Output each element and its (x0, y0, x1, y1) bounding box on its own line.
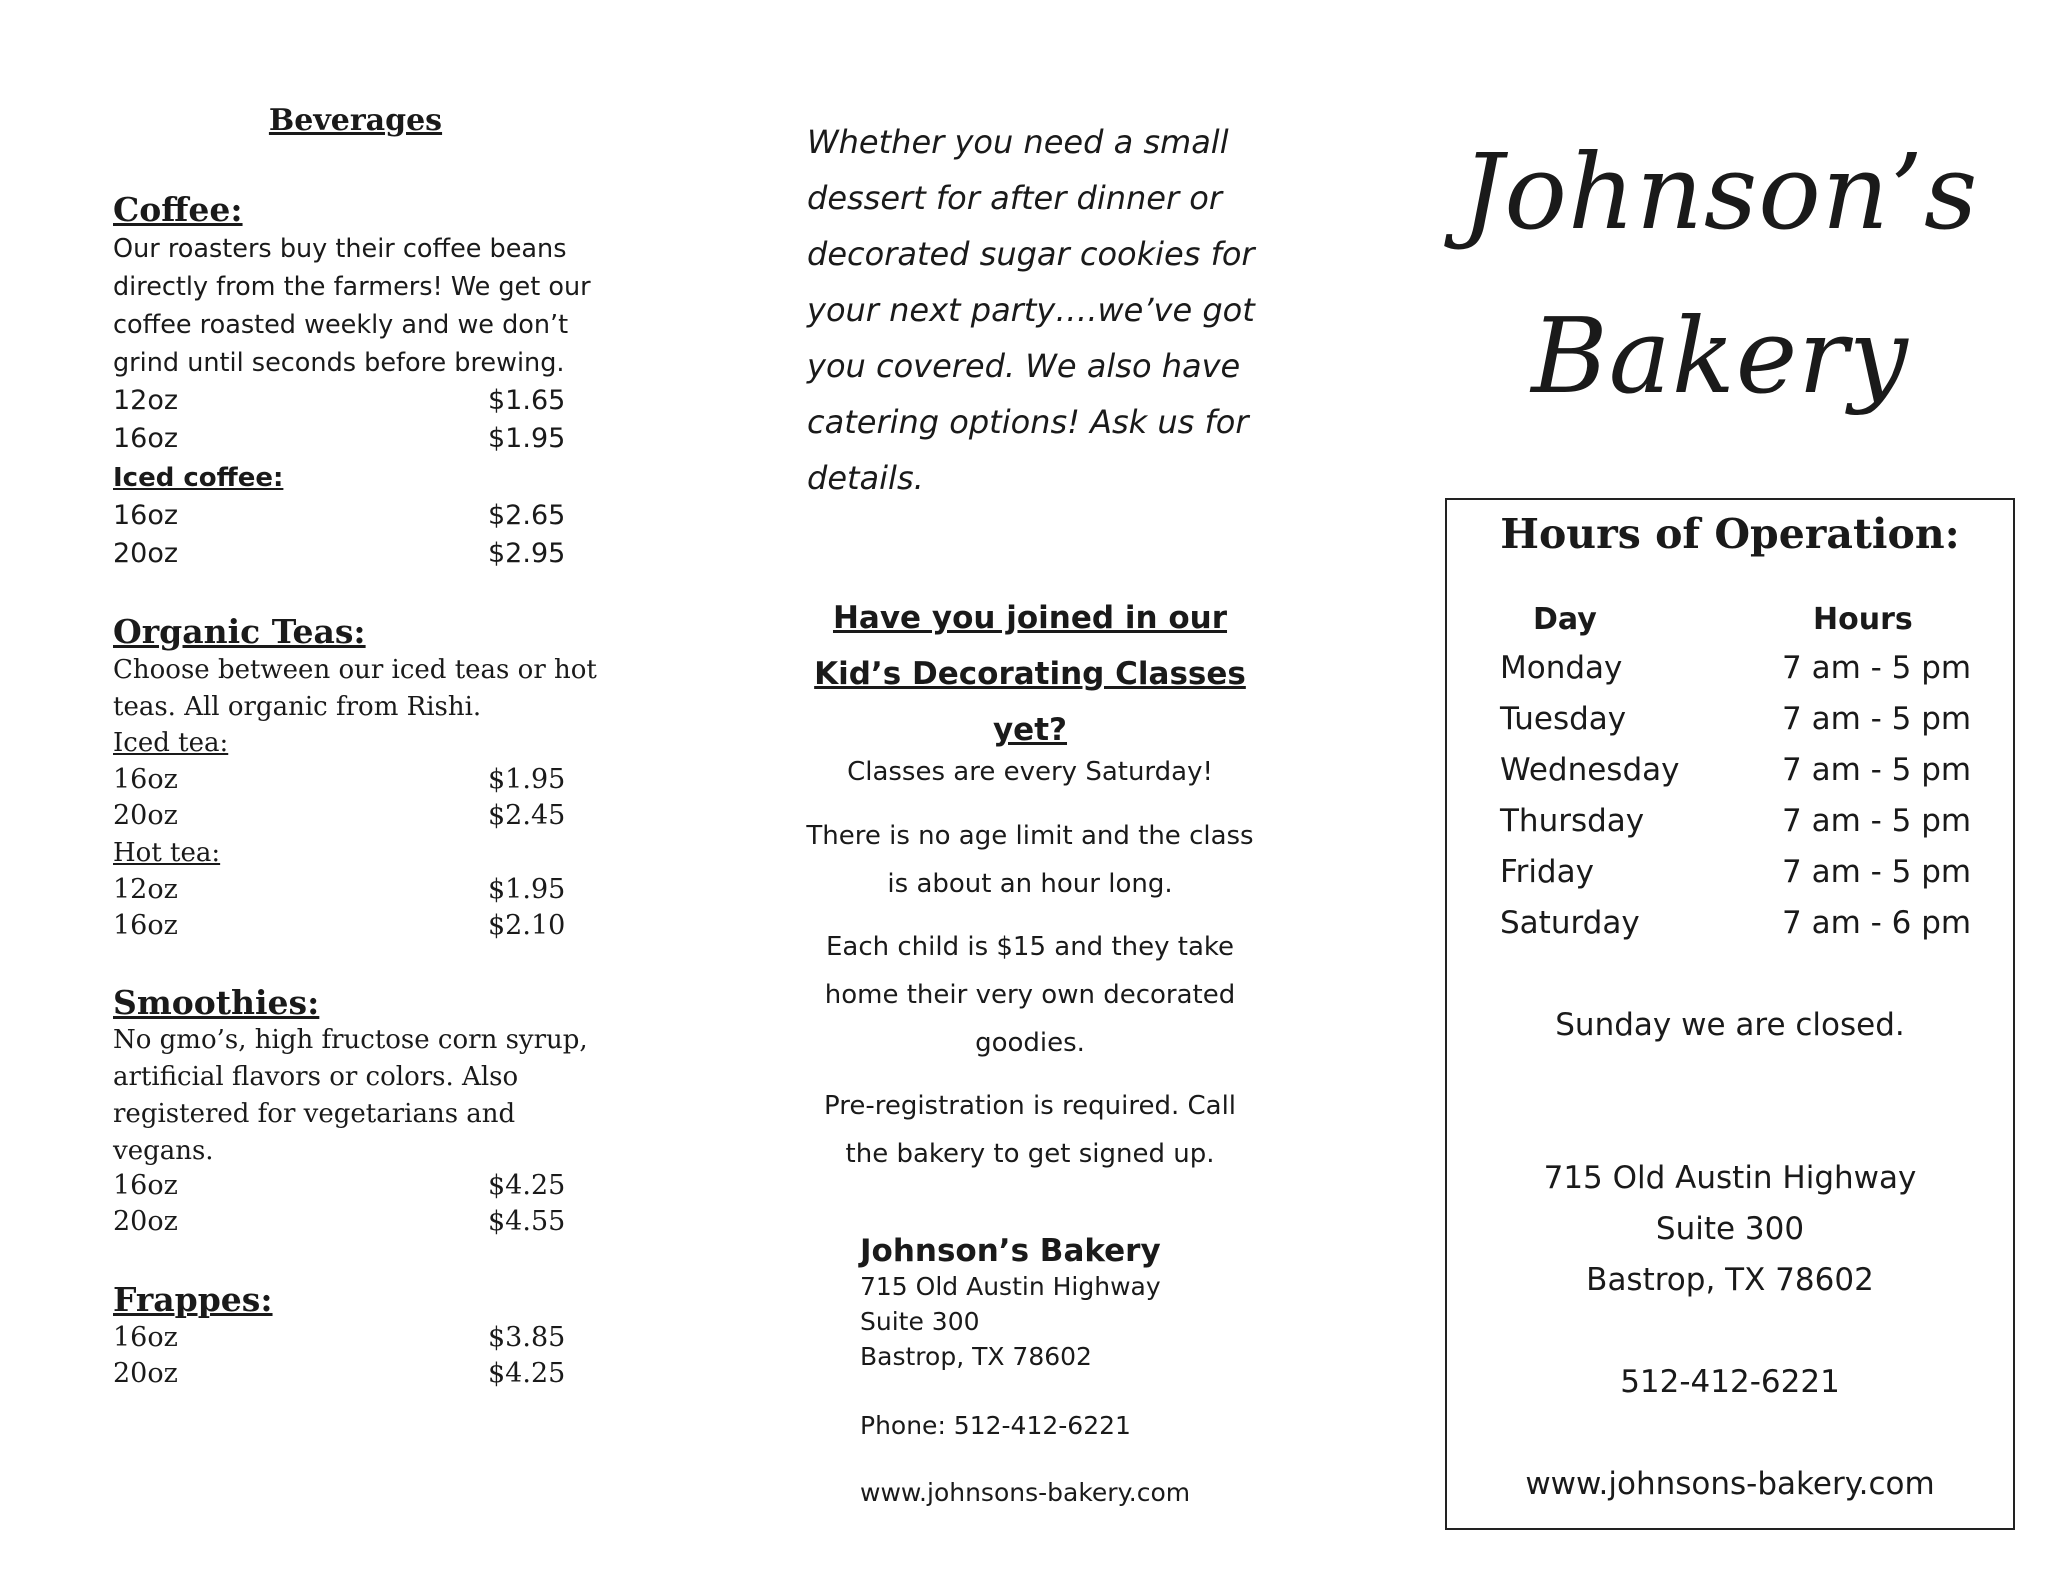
hours-row (1500, 905, 1980, 955)
price-label: $1.95 (488, 874, 566, 905)
hot-tea-label: Hot tea: (113, 838, 221, 868)
price-row (113, 910, 573, 948)
size-label: 16oz (113, 764, 178, 795)
iced-coffee-label: Iced coffee: (113, 463, 284, 493)
website-link[interactable]: www.johnsons-bakery.com (860, 1478, 1191, 1507)
address-line: 715 Old Austin Highway (1543, 1160, 1917, 1196)
logo-line: Bakery (1531, 295, 1909, 417)
address-city: Bastrop, TX 78602 (1586, 1262, 1874, 1298)
price-row (113, 1322, 573, 1360)
bakery-logo (1410, 110, 2030, 438)
time-label: 7 am - 5 pm (1782, 752, 1972, 788)
intro-paragraph: Whether you need a small dessert for after dinner or decorated sugar cookies for your next party….we’ve got you covered. We also have catering options! Ask us for details. (807, 123, 1255, 497)
size-label: 20oz (113, 1206, 178, 1237)
phone-number: 512-412-6221 (1620, 1364, 1840, 1400)
hours-row (1500, 803, 1980, 853)
price-row (113, 874, 573, 912)
coffee-title: Coffee: (113, 190, 243, 229)
hours-row (1500, 701, 1980, 751)
price-label: $4.25 (488, 1358, 566, 1389)
size-label: 20oz (113, 538, 179, 569)
time-label: 7 am - 5 pm (1782, 701, 1972, 737)
size-label: 16oz (113, 1170, 178, 1201)
price-row (113, 423, 573, 461)
price-label: $2.95 (488, 538, 566, 569)
kids-paragraph: Pre-registration is required. Call the bakery to get signed up. (823, 1091, 1237, 1169)
website-link[interactable]: www.johnsons-bakery.com (1525, 1466, 1935, 1502)
hours-row (1500, 650, 1980, 700)
price-row (113, 1170, 573, 1208)
day-column-header: Day (1533, 602, 1597, 637)
price-label: $2.10 (488, 910, 566, 941)
size-label: 12oz (113, 874, 178, 905)
day-label: Saturday (1500, 905, 1640, 941)
day-label: Thursday (1500, 803, 1645, 839)
phone-number: Phone: 512-412-6221 (860, 1411, 1131, 1440)
price-label: $2.45 (488, 800, 566, 831)
price-row (113, 800, 573, 838)
coffee-description: Our roasters buy their coffee beans directly from the farmers! We get our coffee roasted weekly and we don’t grind until seconds before brewing. (113, 234, 591, 378)
bakery-name: Johnson’s Bakery (860, 1233, 1161, 1269)
size-label: 20oz (113, 800, 178, 831)
size-label: 16oz (113, 423, 179, 454)
frappes-title: Frappes: (113, 1280, 273, 1319)
day-label: Monday (1500, 650, 1623, 686)
day-label: Friday (1500, 854, 1594, 890)
size-label: 20oz (113, 1358, 178, 1389)
hours-title: Hours of Operation: (1500, 510, 1960, 558)
price-row (113, 538, 573, 576)
size-label: 16oz (113, 910, 178, 941)
price-label: $4.55 (488, 1206, 566, 1237)
price-label: $1.95 (488, 423, 566, 454)
kids-classes-title: Have you joined in our Kid’s Decorating Classes yet? (814, 600, 1246, 748)
day-label: Wednesday (1500, 752, 1680, 788)
kids-paragraph: Classes are every Saturday! (847, 757, 1213, 787)
price-label: $2.65 (488, 500, 566, 531)
price-label: $4.25 (488, 1170, 566, 1201)
address-line: 715 Old Austin Highway (860, 1272, 1161, 1301)
hours-column-header: Hours (1813, 602, 1913, 637)
price-row (113, 1358, 573, 1396)
closed-note: Sunday we are closed. (1555, 1007, 1905, 1043)
price-row (113, 500, 573, 538)
time-label: 7 am - 5 pm (1782, 854, 1972, 890)
size-label: 12oz (113, 385, 179, 416)
kids-paragraph: There is no age limit and the class is about an hour long. (806, 821, 1254, 899)
iced-tea-label: Iced tea: (113, 728, 229, 758)
time-label: 7 am - 5 pm (1782, 803, 1972, 839)
address-city: Bastrop, TX 78602 (860, 1342, 1092, 1371)
size-label: 16oz (113, 1322, 178, 1353)
day-label: Tuesday (1500, 701, 1627, 737)
address-line: Suite 300 (860, 1307, 980, 1336)
smoothies-title: Smoothies: (113, 983, 320, 1022)
address-line: Suite 300 (1655, 1211, 1805, 1247)
kids-paragraph: Each child is $15 and they take home their very own decorated goodies. (824, 932, 1236, 1058)
time-label: 7 am - 6 pm (1782, 905, 1972, 941)
time-label: 7 am - 5 pm (1782, 650, 1972, 686)
price-row (113, 1206, 573, 1244)
beverages-title: Beverages (268, 103, 443, 138)
price-row (113, 385, 573, 423)
price-label: $1.95 (488, 764, 566, 795)
smoothies-description: No gmo’s, high fructose corn syrup, artificial flavors or colors. Also registered for vegetarians and vegans. (113, 1025, 588, 1166)
price-label: $3.85 (488, 1322, 566, 1353)
size-label: 16oz (113, 500, 179, 531)
teas-description: Choose between our iced teas or hot teas. All organic from Rishi. (113, 655, 597, 722)
organic-teas-title: Organic Teas: (113, 612, 366, 651)
hours-row (1500, 752, 1980, 802)
price-label: $1.65 (488, 385, 566, 416)
logo-line: Johnson’s (1461, 131, 1979, 253)
price-row (113, 764, 573, 802)
hours-row (1500, 854, 1980, 904)
